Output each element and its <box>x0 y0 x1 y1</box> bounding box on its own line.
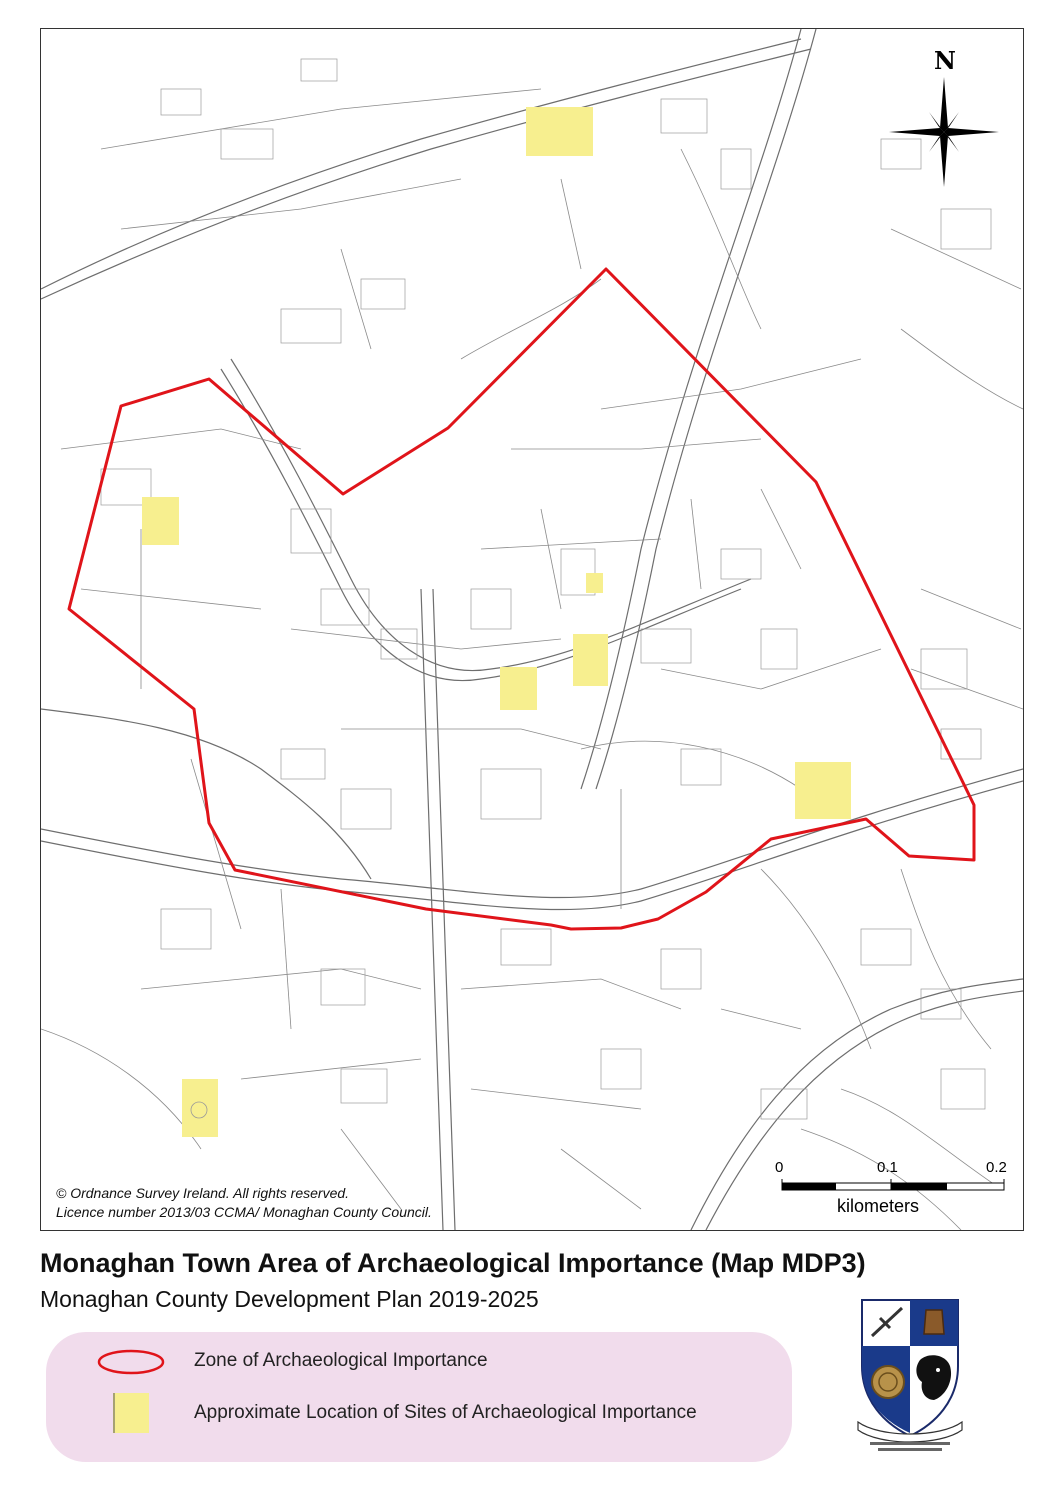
street-network <box>41 29 1023 1230</box>
scale-tick-label: 0.1 <box>877 1159 898 1176</box>
legend-label-zone: Zone of Archaeological Importance <box>194 1350 488 1371</box>
scale-bar <box>781 1179 1007 1193</box>
site-marker[interactable] <box>182 1079 218 1137</box>
council-crest <box>850 1296 970 1456</box>
site-marker[interactable] <box>500 667 537 710</box>
licence-line: Licence number 2013/03 CCMA/ Monaghan County Council. <box>56 1204 432 1220</box>
map-title: Monaghan Town Area of Archaeological Importance (Map MDP3) <box>40 1248 866 1278</box>
site-marker[interactable] <box>795 762 851 819</box>
site-marker[interactable] <box>573 634 608 686</box>
map-subtitle: Monaghan County Development Plan 2019-2025 <box>40 1286 539 1312</box>
coin-icon <box>872 1366 904 1398</box>
legend-label-sites: Approximate Location of Sites of Archaeological Importance <box>194 1402 697 1423</box>
copyright-line: © Ordnance Survey Ireland. All rights reserved. <box>56 1185 350 1201</box>
yellow-square-icon <box>113 1393 149 1433</box>
red-ellipse-icon <box>96 1347 166 1377</box>
north-arrow-icon <box>889 77 999 187</box>
copyright-notice <box>56 1184 432 1222</box>
building-outlines <box>101 59 991 1119</box>
bell-icon <box>924 1310 944 1334</box>
site-marker[interactable] <box>142 497 179 545</box>
map-frame[interactable] <box>40 28 1024 1231</box>
scale-tick-label: 0.2 <box>986 1159 1007 1176</box>
site-marker[interactable] <box>526 107 593 156</box>
scale-tick-label: 0 <box>775 1159 784 1176</box>
street-map[interactable] <box>41 29 1023 1230</box>
zone-of-archaeological-importance[interactable] <box>69 269 974 929</box>
north-label: N <box>934 46 956 75</box>
scale-unit-label: kilometers <box>837 1196 920 1216</box>
archaeological-sites <box>142 107 851 1137</box>
site-marker[interactable] <box>586 573 603 593</box>
legend <box>46 1332 792 1462</box>
